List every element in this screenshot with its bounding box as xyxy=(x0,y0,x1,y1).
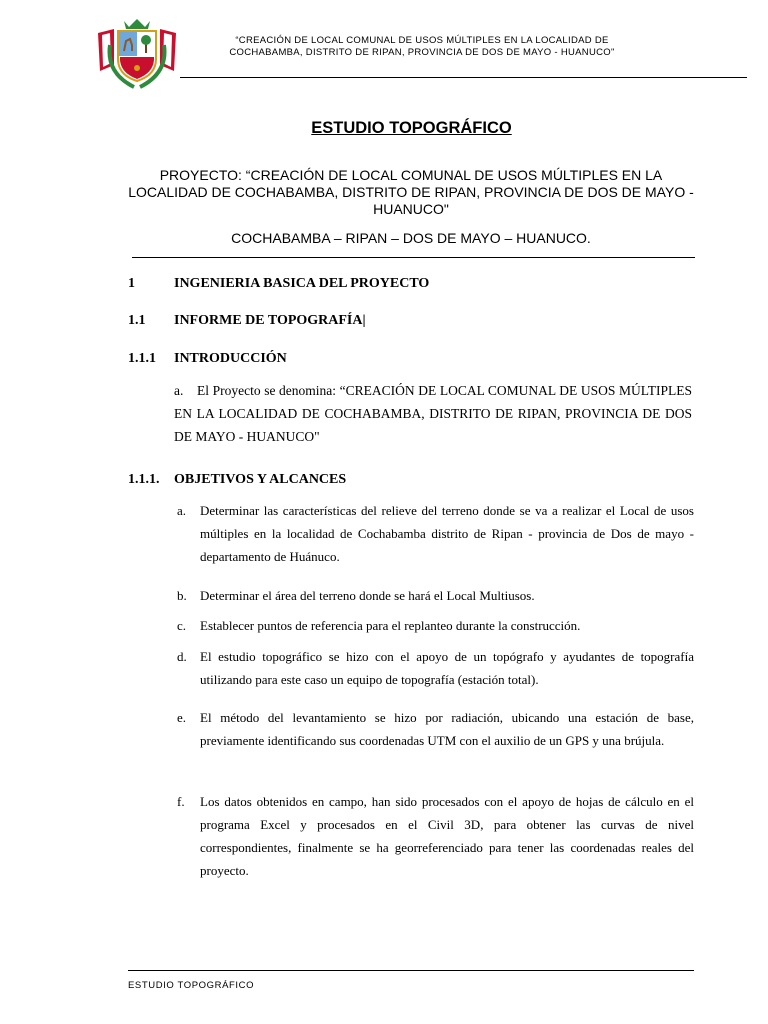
list-text: El estudio topográfico se hizo con el apoyo de un topógrafo y ayudantes de topografía utilizando para este caso un equipo de topografía (estación total). xyxy=(200,649,694,687)
list-text: Determinar el área del terreno donde se hará el Local Multiusos. xyxy=(200,588,535,603)
list-item xyxy=(177,790,694,882)
list-item xyxy=(177,499,694,568)
section-heading-1-1-1 xyxy=(128,351,528,369)
list-text: Establecer puntos de referencia para el replanteo durante la construcción. xyxy=(200,618,581,633)
header-title-line2: COCHABAMBA, DISTRITO DE RIPAN, PROVINCIA DE DOS DE MAYO - HUANUCO" xyxy=(229,47,615,58)
title-rule xyxy=(132,257,695,258)
list-marker: c. xyxy=(177,618,187,633)
section-title: INFORME DE TOPOGRAFÍA| xyxy=(174,313,366,328)
header-rule xyxy=(180,77,747,78)
list-item xyxy=(177,706,694,752)
header-project-title xyxy=(182,35,662,59)
intro-marker: a. xyxy=(174,383,184,398)
list-text: Los datos obtenidos en campo, han sido procesados con el apoyo de hojas de cálculo en el programa Excel y procesados en el Civil 3D, para obtener las curvas de nivel correspondientes, finalmente se ha georreferenciado para tener las coordenadas reales del proyecto. xyxy=(200,794,694,878)
section-title: INGENIERIA BASICA DEL PROYECTO xyxy=(174,276,430,291)
project-name: PROYECTO: “CREACIÓN DE LOCAL COMUNAL DE USOS MÚLTIPLES EN LA LOCALIDAD DE COCHABAMBA, DISTRITO DE RIPAN, PROVINCIA DE DOS DE MAYO - HUANUCO" xyxy=(128,167,694,217)
section-number: 1.1.1. xyxy=(128,472,160,487)
list-marker: e. xyxy=(177,710,187,725)
list-text: El método del levantamiento se hizo por radiación, ubicando una estación de base, previamente identificando sus coordenadas UTM con el auxilio de un GPS y una brújula. xyxy=(200,710,694,748)
list-marker: b. xyxy=(177,588,187,603)
list-marker: a. xyxy=(177,503,187,518)
section-heading-1 xyxy=(128,276,528,294)
project-location: COCHABAMBA – RIPAN – DOS DE MAYO – HUANUCO. xyxy=(231,230,591,246)
list-text: Determinar las características del relieve del terreno donde se va a realizar el Local de usos múltiples en la localidad de Cochabamba distrito de Ripan - provincia de Dos de mayo - departamento de Huánuco. xyxy=(200,503,694,564)
footer-title: ESTUDIO TOPOGRÁFICO xyxy=(128,980,255,991)
list-item xyxy=(177,614,694,637)
section-heading-1-1 xyxy=(128,313,528,331)
section-number: 1.1 xyxy=(128,313,146,328)
list-marker: f. xyxy=(177,794,185,809)
list-item xyxy=(177,645,694,691)
footer-rule xyxy=(128,970,694,971)
intro-text: El Proyecto se denomina: “CREACIÓN DE LOCAL COMUNAL DE USOS MÚLTIPLES EN LA LOCALIDAD DE COCHABAMBA, DISTRITO DE RIPAN, PROVINCIA DE DOS DE MAYO - HUANUCO" xyxy=(174,383,692,444)
list-item xyxy=(177,584,694,607)
section-title: OBJETIVOS Y ALCANCES xyxy=(174,472,347,487)
coat-of-arms-icon xyxy=(96,15,178,95)
intro-item xyxy=(174,379,692,448)
document-title: ESTUDIO TOPOGRÁFICO xyxy=(311,119,512,137)
section-number: 1.1.1 xyxy=(128,351,156,366)
header-title-line1: “CREACIÓN DE LOCAL COMUNAL DE USOS MÚLTIPLES EN LA LOCALIDAD DE xyxy=(235,35,609,46)
list-marker: d. xyxy=(177,649,187,664)
section-number: 1 xyxy=(128,276,135,291)
section-title: INTRODUCCIÓN xyxy=(174,351,287,366)
section-heading-objetivos xyxy=(128,472,528,490)
